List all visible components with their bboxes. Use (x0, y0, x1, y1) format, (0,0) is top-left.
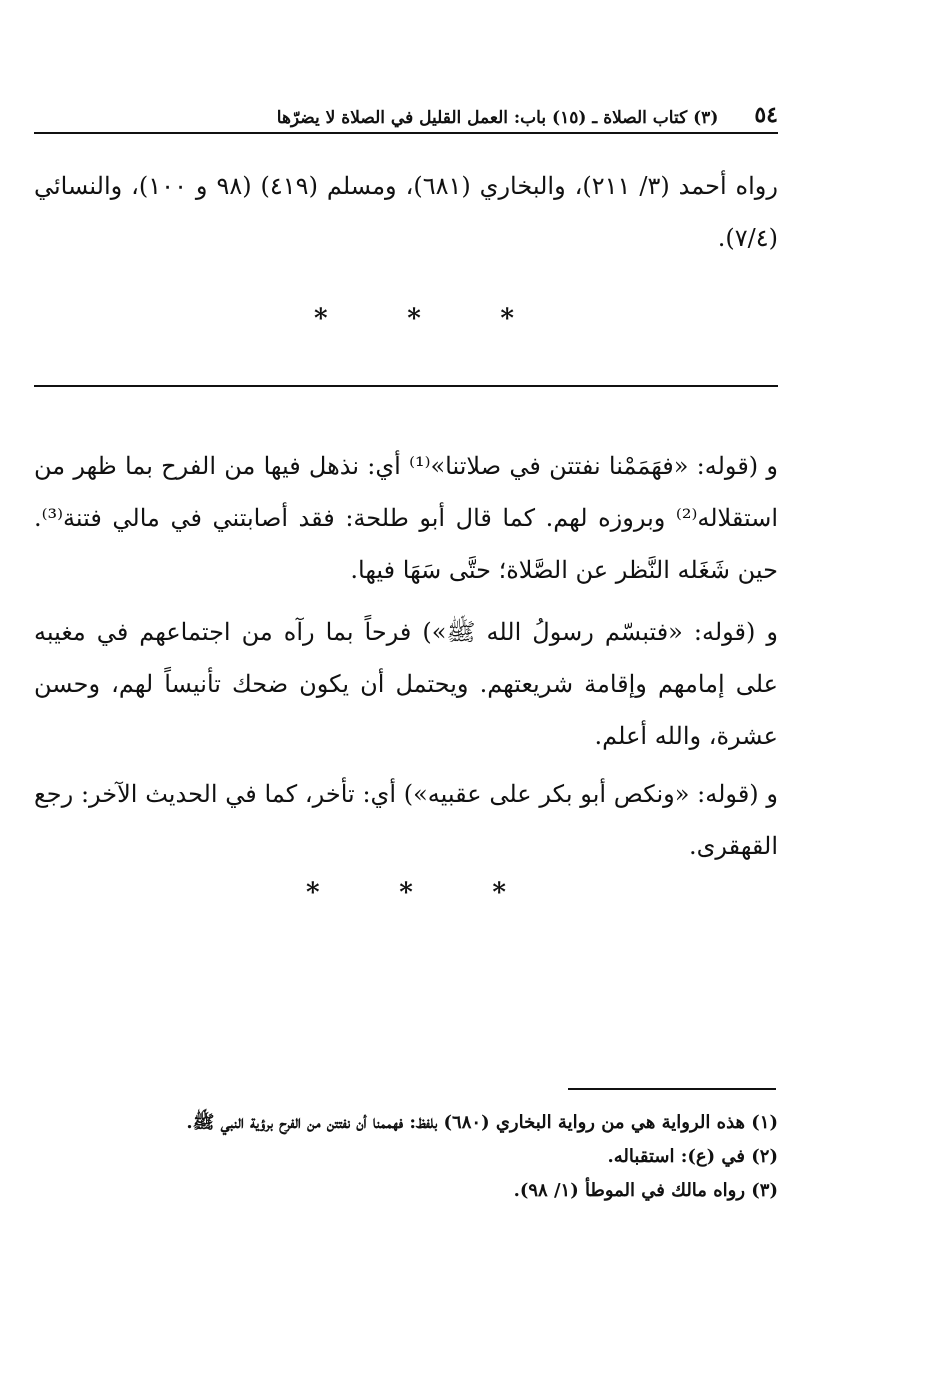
commentary-divider (34, 385, 778, 387)
footnote-2: (٢) في (ع): استقباله. (607, 1146, 778, 1167)
commentary-paragraph: و (قوله: «فتبسّم رسولُ الله ﷺ») فرحاً بما رآه من اجتماعهم في مغيبه على إمامهم وإقامة شريعتهم. ويحتمل أن يكون ضحك تأنيساً لهم، وحسن عشرة، والله أعلم. (34, 618, 778, 750)
hadith-citation: رواه أحمد (٣/ ٢١١)، والبخاري (٦٨١)، ومسلم (٤١٩) (٩٨ و ١٠٠)، والنسائي (٧/٤). (34, 172, 778, 252)
page-header (34, 102, 778, 134)
star-ornament: * (399, 878, 413, 908)
footnote-rule (568, 1088, 776, 1090)
section-separator (314, 304, 514, 334)
footnotes (34, 1106, 778, 1208)
star-ornament: * (492, 878, 506, 908)
footnote-1: (١) هذه الرواية هي من رواية البخاري (٦٨٠) بلفظ: فهممنا أن نفتتن من الفرح برؤية النبي ﷺ. (186, 1112, 778, 1133)
page-number: ٥٤ (754, 102, 778, 128)
star-ornament: * (314, 304, 328, 334)
commentary-paragraph: و (قوله: «ونكص أبو بكر على عقبيه») أي: تأخر، كما في الحديث الآخر: رجع القهقرى. (34, 780, 778, 860)
section-end-separator (306, 878, 506, 908)
footnote-3: (٣) رواه مالك في الموطأ (١/ ٩٨). (513, 1180, 778, 1201)
star-ornament: * (306, 878, 320, 908)
star-ornament: * (407, 304, 421, 334)
commentary-paragraph: و (قوله: «فهَمَمْنا نفتتن في صلاتنا»⁽¹⁾ أي: نذهل فيها من الفرح بما ظهر من استقلاله⁽²⁾ وبروزه لهم. كما قال أبو طلحة: فقد أصابتني في مالي فتنة⁽³⁾. حين شَغَله النَّظر عن الصَّلاة؛ حتَّى سَهَا فيها. (34, 452, 778, 584)
running-title: (٣) كتاب الصلاة ـ (١٥) باب: العمل القليل في الصلاة لا يضرّها (276, 108, 719, 128)
star-ornament: * (500, 304, 514, 334)
